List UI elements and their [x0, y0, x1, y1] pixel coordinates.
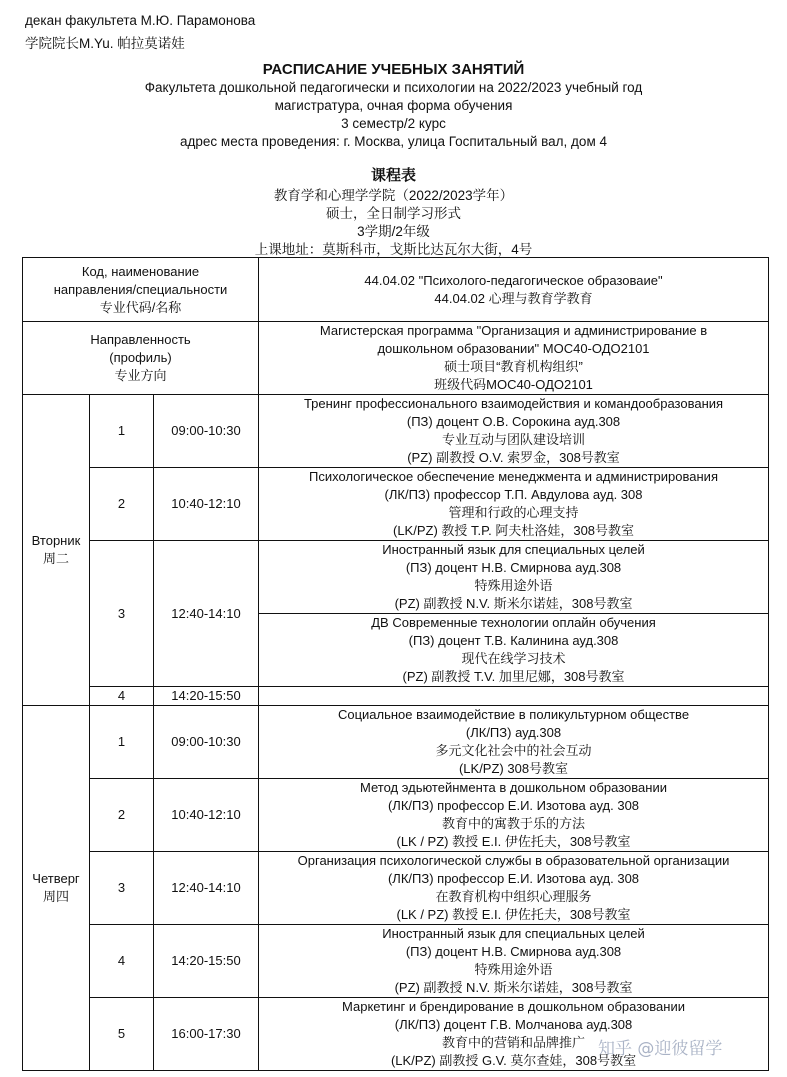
course-line: (PZ) 副教授 T.V. 加里尼娜，308号教室 [402, 669, 625, 684]
course-line: Тренинг профессионального взаимодействия и командообразования [303, 396, 724, 411]
info-label-line: направления/специальности [53, 281, 228, 297]
title-cn: 课程表 [370, 167, 416, 184]
subtitle-cn-line: 教育学和心理学学院（2022/2023学年） [273, 188, 514, 203]
course-line: (ЛК/ПЗ) профессор Т.П. Авдулова ауд. 308 [384, 487, 643, 502]
info-label-line: (профиль) [109, 350, 172, 365]
pair-time-cell: 09:00-10:30 [154, 395, 259, 468]
pair-number-cell: 3 [90, 852, 154, 925]
course-line: 特殊用途外语 [474, 962, 553, 977]
schedule-row [23, 852, 769, 925]
pair-time-cell: 10:40-12:10 [154, 779, 259, 852]
pair-time-cell: 12:40-14:10 [154, 541, 259, 687]
course-line: (LK/PZ) 教授 T.P. 阿夫杜洛娃，308号教室 [393, 523, 635, 538]
pair-number-cell: 2 [90, 779, 154, 852]
info-value-line: 班级代码МОС40-ОДО2101 [434, 377, 593, 392]
course-line: (LK / PZ) 教授 E.I. 伊佐托夫，308号教室 [396, 834, 631, 849]
day-name-line: Вторник [31, 533, 81, 548]
course-line: 特殊用途外语 [474, 578, 553, 593]
pair-time-cell: 14:20-15:50 [154, 687, 259, 706]
course-line: Иностранный язык для специальных целей [382, 926, 645, 941]
subtitle-ru-line: магистратура, очная форма обучения [274, 98, 513, 113]
pair-number-cell: 3 [90, 541, 154, 687]
course-cell [259, 706, 769, 779]
course-line: 管理和行政的心理支持 [448, 505, 579, 520]
course-line: 多元文化社会中的社会互动 [435, 743, 592, 758]
day-name-line: Четверг [32, 871, 80, 886]
course-line: (ПЗ) доцент Т.В. Калинина ауд.308 [408, 633, 619, 648]
info-row [23, 258, 769, 322]
pair-number-cell: 2 [90, 468, 154, 541]
subtitle-cn-line: 上课地址：莫斯科市，戈斯比达瓦尔大街，4号 [254, 242, 533, 257]
info-label-line: 专业代码/名称 [99, 299, 182, 315]
pair-number-cell: 4 [90, 687, 154, 706]
course-cell [259, 687, 769, 706]
course-line: (ЛК/ПЗ) профессор Е.И. Изотова ауд. 308 [387, 871, 640, 886]
course-line: (PZ) 副教授 N.V. 斯米尔诺娃，308号教室 [394, 980, 633, 995]
info-label-line: 专业方向 [114, 368, 167, 383]
course-line: (PZ) 副教授 N.V. 斯米尔诺娃，308号教室 [394, 596, 633, 611]
course-line: 在教育机构中组织心理服务 [435, 889, 592, 904]
pair-number-cell: 5 [90, 998, 154, 1071]
course-line: (PZ) 副教授 O.V. 索罗金，308号教室 [407, 450, 620, 465]
info-value-line: 44.04.02 "Психолого-педагогическое образоваие" [364, 272, 663, 288]
day-name-line: 周四 [42, 889, 69, 904]
course-line: (LK/PZ) 副教授 G.V. 莫尔查娃，308号教室 [390, 1053, 637, 1068]
course-line: Организация психологической службы в образовательной организации [297, 853, 730, 868]
day-name-cell [23, 395, 90, 706]
course-line: Метод эдьютейнмента в дошкольном образовании [360, 780, 667, 795]
title-ru: РАСПИСАНИЕ УЧЕБНЫХ ЗАНЯТИЙ [262, 61, 525, 78]
course-line: 专业互动与团队建设培训 [442, 432, 586, 447]
pair-time-cell: 10:40-12:10 [154, 468, 259, 541]
info-value-line: дошкольном образовании" МОС40-ОДО2101 [377, 341, 650, 356]
watermark: 知乎 @迎彼留学 [598, 1039, 723, 1059]
pair-time-cell: 09:00-10:30 [154, 706, 259, 779]
schedule-row [23, 541, 769, 614]
course-line: (ПЗ) доцент Н.В. Смирнова ауд.308 [405, 944, 622, 959]
course-line: (ЛК/ПЗ) ауд.308 [465, 725, 562, 740]
course-cell [259, 614, 769, 687]
info-row [23, 322, 769, 395]
info-value-line: 硕士项目“教育机构组织” [444, 359, 583, 374]
pair-number-cell: 1 [90, 395, 154, 468]
course-line: Социальное взаимодействие в поликультурном обществе [337, 707, 690, 722]
course-line: ДВ Современные технологии оплайн обучения [371, 615, 656, 630]
subtitle-ru-line: 3 семестр/2 курс [341, 116, 446, 131]
course-line: (LK/PZ) 308号教室 [458, 761, 569, 776]
course-line: 教育中的营销和品牌推广 [442, 1035, 586, 1050]
course-line: (ПЗ) доцент Н.В. Смирнова ауд.308 [405, 560, 622, 575]
course-line: (ЛК/ПЗ) профессор Е.И. Изотова ауд. 308 [387, 798, 640, 813]
pair-number-cell: 4 [90, 925, 154, 998]
course-line: (LK / PZ) 教授 E.I. 伊佐托夫，308号教室 [396, 907, 631, 922]
schedule-row [23, 706, 769, 779]
pair-time-cell: 16:00-17:30 [154, 998, 259, 1071]
info-value-cell [259, 258, 769, 322]
info-label-cell [23, 258, 259, 322]
day-name-line: 周二 [42, 551, 69, 566]
info-value-line: Магистерская программа "Организация и администрирование в [319, 323, 708, 338]
subtitle-ru-line: адрес места проведения: г. Москва, улица Госпитальный вал, дом 4 [180, 134, 607, 149]
day-name-cell [23, 706, 90, 1071]
subtitle-cn-line: 3学期/2年级 [357, 224, 430, 239]
course-cell [259, 852, 769, 925]
schedule-table [22, 257, 769, 1071]
pair-number-cell: 1 [90, 706, 154, 779]
dean-name-cn: 学院院长M.Yu. 帕拉莫诺娃 [25, 36, 185, 51]
schedule-row [23, 779, 769, 852]
subtitle-cn-line: 硕士，全日制学习形式 [326, 206, 461, 221]
course-line: 现代在线学习技术 [461, 651, 566, 666]
info-label-cell [23, 322, 259, 395]
dean-name-ru: декан факультета М.Ю. Парамонова [25, 13, 256, 28]
course-cell [259, 395, 769, 468]
course-line: (ЛК/ПЗ) доцент Г.В. Молчанова ауд.308 [394, 1017, 633, 1032]
info-value-cell [259, 322, 769, 395]
course-line: (ПЗ) доцент О.В. Сорокина ауд.308 [406, 414, 621, 429]
schedule-row [23, 925, 769, 998]
schedule-row [23, 468, 769, 541]
schedule-row [23, 687, 769, 706]
course-cell [259, 541, 769, 614]
course-cell [259, 779, 769, 852]
course-line: 教育中的寓教于乐的方法 [442, 816, 586, 831]
course-line: Психологическое обеспечение менеджмента и администрирования [309, 469, 718, 484]
info-label-line: Направленность [90, 332, 191, 347]
info-value-line: 44.04.02 心理与教育学教育 [434, 290, 593, 306]
info-label-line: Код, наименование [81, 263, 200, 279]
pair-time-cell: 12:40-14:10 [154, 852, 259, 925]
pair-time-cell: 14:20-15:50 [154, 925, 259, 998]
schedule-row [23, 395, 769, 468]
course-line: Иностранный язык для специальных целей [382, 542, 645, 557]
course-cell [259, 925, 769, 998]
course-line: Маркетинг и брендирование в дошкольном образовании [342, 999, 685, 1014]
subtitle-ru-line: Факультета дошкольной педагогически и психологии на 2022/2023 учебный год [144, 80, 643, 95]
course-cell [259, 468, 769, 541]
